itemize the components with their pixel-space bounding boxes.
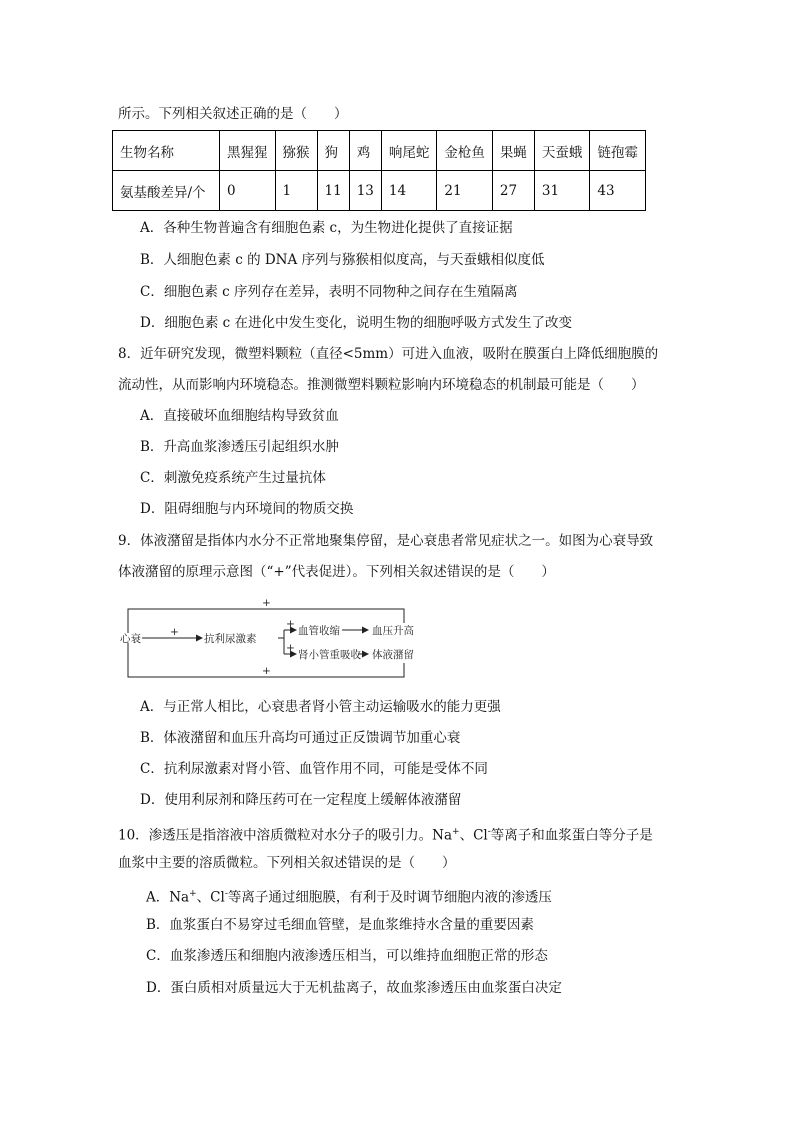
- plus-sign-top: +: [262, 597, 271, 609]
- node-adh: 抗利尿激素: [204, 633, 257, 645]
- q10-option-part: 、Cl: [196, 889, 225, 906]
- q10-stem-part: 、Cl: [459, 827, 488, 844]
- table-cell: 鸡: [349, 131, 381, 171]
- q8-option-b: B．升高血浆渗透压引起组织水肿: [140, 439, 339, 455]
- node-fluid-retention: 体液潴留: [372, 649, 414, 661]
- table-cell: 响尾蛇: [381, 131, 437, 171]
- superscript: +: [189, 889, 197, 899]
- q10-stem-line1: [118, 822, 653, 846]
- table-cell: 链孢霉: [590, 131, 646, 171]
- node-vasoconstriction: 血管收缩: [298, 625, 340, 637]
- node-heart-failure: 心衰: [120, 633, 141, 645]
- plus-sign-vessel: +: [286, 618, 295, 630]
- table-cell: 猕猴: [275, 131, 317, 171]
- superscript: -: [224, 889, 228, 899]
- q8-stem-line1: 8．近年研究发现，微塑料颗粒（直径<5mm）可进入血液，吸附在膜蛋白上降低细胞膜的: [118, 346, 659, 362]
- q8-option-c: C．刺激免疫系统产生过量抗体: [140, 470, 326, 486]
- q10-stem-line2: 血浆中主要的溶质微粒。下列相关叙述错误的是（ ）: [118, 855, 456, 871]
- q7-option-b: B．人细胞色素 c 的 DNA 序列与猕猴相似度高，与天蚕蛾相似度低: [140, 252, 545, 268]
- q10-option-part: 等离子通过细胞膜，有利于及时调节细胞内液的渗透压: [227, 889, 552, 906]
- q10-option-a: [146, 884, 552, 908]
- table-cell: 0: [220, 171, 276, 211]
- heart-failure-diagram: [118, 597, 448, 689]
- table-cell: 11: [317, 171, 349, 211]
- plus-sign-kidney: +: [286, 642, 295, 654]
- q8-stem-line2: 流动性，从而影响内环境稳态。推测微塑料颗粒影响内环境稳态的机制最可能是（ ）: [118, 377, 645, 393]
- q7-option-c: C．细胞色素 c 序列存在差异，表明不同物种之间存在生殖隔离: [140, 284, 518, 300]
- q8-option-d: D．阻碍细胞与内环境间的物质交换: [140, 501, 354, 517]
- amino-acid-table: [112, 130, 646, 211]
- table-cell: 果蝇: [492, 131, 534, 171]
- q10-option-part: A．Na: [146, 889, 190, 906]
- table-row: [113, 131, 646, 171]
- node-reabsorption: 肾小管重吸收: [298, 649, 361, 661]
- q10-option-d: D．蛋白质相对质量远大于无机盐离子，故血浆渗透压由血浆蛋白决定: [146, 980, 562, 996]
- plus-sign-adh: +: [170, 626, 179, 638]
- table-cell: 天蚕蛾: [534, 131, 590, 171]
- table-cell: 13: [349, 171, 381, 211]
- table-cell: 1: [275, 171, 317, 211]
- q10-stem-part: 等离子和血浆蛋白等分子是: [490, 827, 653, 844]
- table-cell: 狗: [317, 131, 349, 171]
- table-row: [113, 171, 646, 211]
- q9-option-a: A．与正常人相比，心衰患者肾小管主动运输吸水的能力更强: [140, 699, 501, 715]
- q9-stem-line2: 体液潴留的原理示意图（“+”代表促进）。下列相关叙述错误的是（ ）: [118, 564, 555, 580]
- table-cell: 生物名称: [113, 131, 220, 171]
- table-cell: 31: [534, 171, 590, 211]
- table-cell: 氨基酸差异/个: [113, 171, 220, 211]
- q7-option-d: D．细胞色素 c 在进化中发生变化，说明生物的细胞呼吸方式发生了改变: [140, 315, 572, 331]
- q10-option-b: B．血浆蛋白不易穿过毛细血管壁，是血浆维持水含量的重要因素: [146, 917, 534, 933]
- superscript: +: [452, 827, 460, 837]
- superscript: -: [487, 827, 491, 837]
- q7-option-a: A．各种生物普遍含有细胞色素 c，为生物进化提供了直接证据: [140, 220, 513, 236]
- table-cell: 43: [590, 171, 646, 211]
- q8-option-a: A．直接破坏血细胞结构导致贫血: [140, 408, 339, 424]
- table-cell: 21: [437, 171, 493, 211]
- q10-stem-part: 10．渗透压是指溶液中溶质微粒对水分子的吸引力。Na: [118, 827, 453, 844]
- q9-option-b: B．体液潴留和血压升高均可通过正反馈调节加重心衰: [140, 730, 461, 746]
- question-7-tail: 所示。下列相关叙述正确的是（ ）: [118, 106, 348, 122]
- plus-sign-bottom: +: [262, 665, 271, 677]
- node-bp-rise: 血压升高: [372, 625, 414, 637]
- table-cell: 金枪鱼: [437, 131, 493, 171]
- table-cell: 14: [381, 171, 437, 211]
- q10-option-c: C．血浆渗透压和细胞内液渗透压相当，可以维持血细胞正常的形态: [146, 948, 548, 964]
- table-cell: 27: [492, 171, 534, 211]
- q9-option-d: D．使用利尿剂和降压药可在一定程度上缓解体液潴留: [140, 792, 462, 808]
- q9-option-c: C．抗利尿激素对肾小管、血管作用不同，可能是受体不同: [140, 761, 488, 777]
- q9-stem-line1: 9．体液潴留是指体内水分不正常地聚集停留，是心衰患者常见症状之一。如图为心衰导致: [118, 533, 654, 549]
- table-cell: 黑猩猩: [220, 131, 276, 171]
